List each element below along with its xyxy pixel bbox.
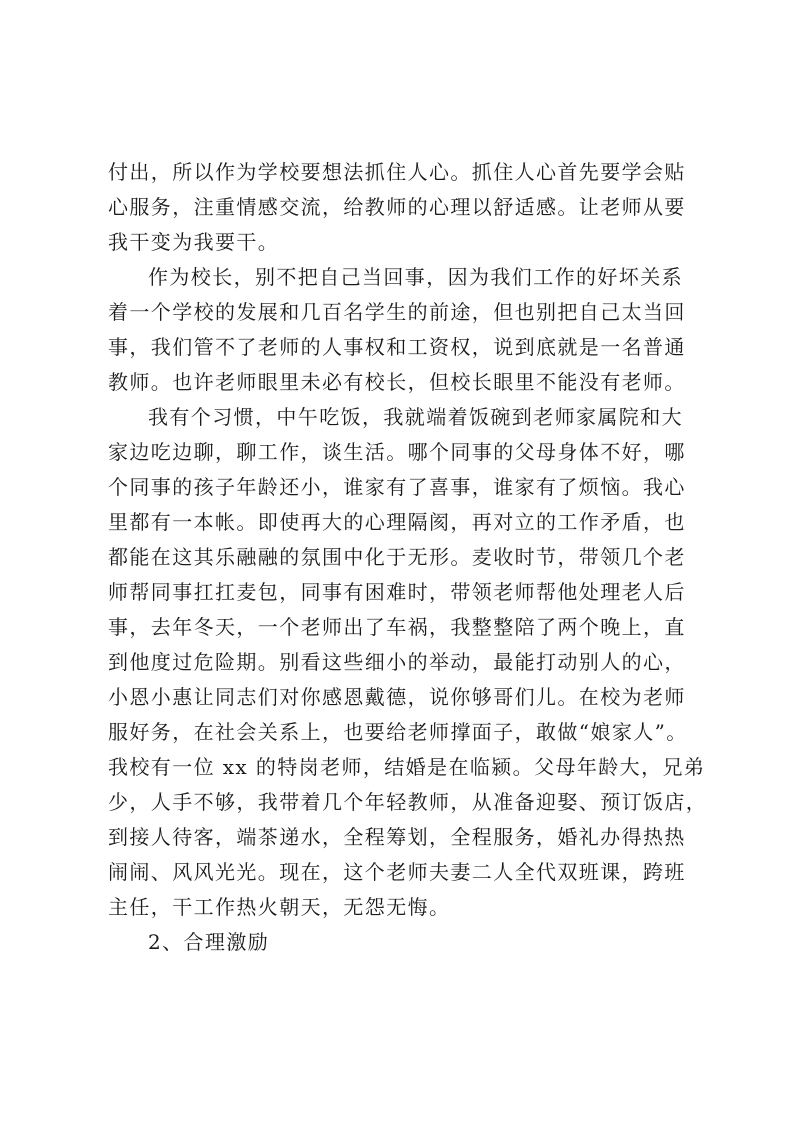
text-line: 心服务，注重情感交流，给教师的心理以舒适感。让老师从要: [108, 195, 686, 219]
text-line: 家边吃边聊，聊工作，谈生活。哪个同事的父母身体不好，哪: [108, 440, 686, 464]
text-line: 少，人手不够，我带着几个年轻教师，从准备迎娶、预订饭店，: [108, 790, 708, 814]
text-line: 里都有一本帐。即使再大的心理隔阂，再对立的工作矛盾，也: [108, 510, 686, 534]
text-line: 师帮同事扛扛麦包，同事有困难时，带领老师帮他处理老人后: [108, 580, 686, 604]
text-line: 付出，所以作为学校要想法抓住人心。抓住人心首先要学会贴: [108, 160, 686, 184]
text-line: 着一个学校的发展和几百名学生的前途，但也别把自己太当回: [108, 300, 686, 324]
text-line: 个同事的孩子年龄还小，谁家有了喜事，谁家有了烦恼。我心: [108, 475, 686, 499]
text-line: 到他度过危险期。别看这些细小的举动，最能打动别人的心，: [108, 650, 686, 674]
paragraph-start-line: 我有个习惯，中午吃饭，我就端着饭碗到老师家属院和大: [148, 405, 683, 429]
text-line: 事，我们管不了老师的人事权和工资权，说到底就是一名普通: [108, 335, 686, 359]
text-line: 闹闹、风风光光。现在，这个老师夫妻二人全代双班课，跨班: [108, 860, 686, 884]
text-line: 小恩小惠让同志们对你感恩戴德，说你够哥们儿。在校为老师: [108, 685, 686, 709]
text-line: 事，去年冬天，一个老师出了车祸，我整整陪了两个晚上，直: [108, 615, 686, 639]
text-line: 主任，干工作热火朝天，无怨无悔。: [108, 895, 451, 919]
text-line: 到接人待客，端茶递水，全程筹划，全程服务，婚礼办得热热: [108, 825, 686, 849]
text-line: 我校有一位 xx 的特岗老师，结婚是在临颍。父母年龄大，兄弟: [108, 755, 706, 779]
text-line: 都能在这其乐融融的氛围中化于无形。麦收时节，带领几个老: [108, 545, 686, 569]
text-line: 教师。也许老师眼里未必有校长，但校长眼里不能没有老师。: [108, 370, 686, 394]
text-line: 服好务，在社会关系上，也要给老师撑面子，敢做“娘家人”。: [108, 720, 688, 744]
paragraph-start-line: 作为校长，别不把自己当回事，因为我们工作的好坏关系: [148, 265, 683, 289]
document-body: [108, 155, 708, 960]
text-line: 我干变为我要干。: [108, 230, 280, 254]
section-heading: 2、合理激励: [148, 930, 270, 954]
